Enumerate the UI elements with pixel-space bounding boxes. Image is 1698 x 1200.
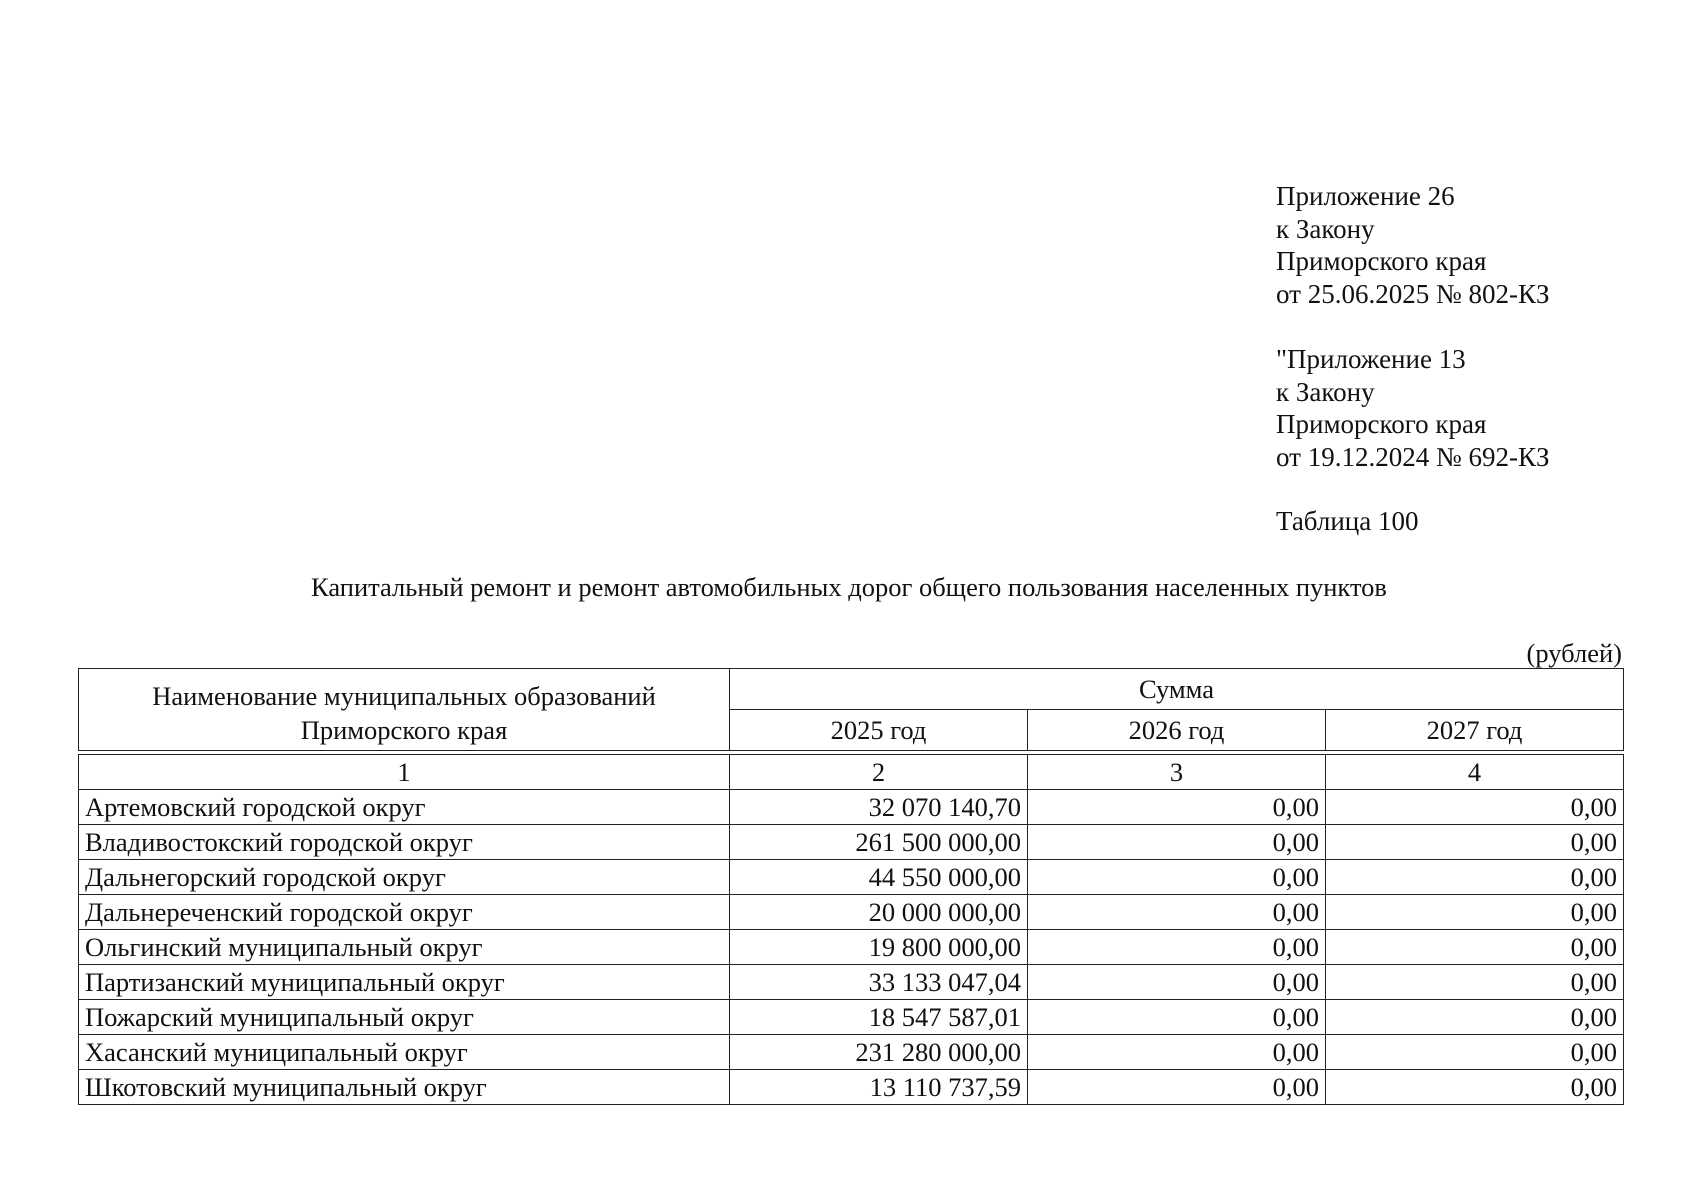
sum-2027-cell: 0,00	[1326, 790, 1624, 825]
header-sum: Сумма	[730, 669, 1624, 710]
sum-2027-cell: 0,00	[1326, 1000, 1624, 1035]
sum-2026-cell: 0,00	[1028, 790, 1326, 825]
sum-2027-cell: 0,00	[1326, 930, 1624, 965]
sum-2025-cell: 13 110 737,59	[730, 1070, 1028, 1105]
sum-2027-cell: 0,00	[1326, 860, 1624, 895]
municipality-name-cell: Артемовский городской округ	[79, 790, 730, 825]
municipality-name-cell: Партизанский муниципальный округ	[79, 965, 730, 1000]
sum-2026-cell: 0,00	[1028, 1070, 1326, 1105]
column-number: 1	[79, 755, 730, 790]
sum-2025-cell: 44 550 000,00	[730, 860, 1028, 895]
sum-2026-cell: 0,00	[1028, 895, 1326, 930]
appendix-26-line: Приморского края	[1276, 246, 1487, 276]
appendix-13-line: от 19.12.2024 № 692-КЗ	[1276, 441, 1550, 472]
sum-2027-cell: 0,00	[1326, 1070, 1624, 1105]
appendix-26-line: Приложение 26	[1276, 181, 1455, 211]
sum-2026-cell: 0,00	[1028, 1035, 1326, 1070]
municipality-name-cell: Пожарский муниципальный округ	[79, 1000, 730, 1035]
sum-2026-cell: 0,00	[1028, 1000, 1326, 1035]
table-header-row	[79, 669, 1624, 710]
document-title: Капитальный ремонт и ремонт автомобильных дорог общего пользования населенных пунктов	[311, 572, 1387, 602]
sum-2026-cell: 0,00	[1028, 930, 1326, 965]
appendix-13-line: Приморского края	[1276, 409, 1487, 439]
sum-2026-cell: 0,00	[1028, 965, 1326, 1000]
column-number: 4	[1326, 755, 1624, 790]
sum-2025-cell: 18 547 587,01	[730, 1000, 1028, 1035]
column-number: 3	[1028, 755, 1326, 790]
header-municipality-name: Наименование муниципальных образований Приморского края	[79, 669, 730, 751]
sum-2027-cell: 0,00	[1326, 895, 1624, 930]
sum-2027-cell: 0,00	[1326, 965, 1624, 1000]
table-label: Таблица 100	[1276, 506, 1419, 536]
sum-2025-cell: 33 133 047,04	[730, 965, 1028, 1000]
table-row	[79, 1070, 1624, 1105]
table-row	[79, 930, 1624, 965]
table-row	[79, 1000, 1624, 1035]
appendix-13-line: к Закону	[1276, 376, 1375, 407]
sum-2026-cell: 0,00	[1028, 860, 1326, 895]
sum-2026-cell: 0,00	[1028, 825, 1326, 860]
municipality-name-cell: Дальнегорский городской округ	[79, 860, 730, 895]
appendix-26-line: от 25.06.2025 № 802-КЗ	[1276, 278, 1550, 309]
sum-2025-cell: 231 280 000,00	[730, 1035, 1028, 1070]
sum-2025-cell: 261 500 000,00	[730, 825, 1028, 860]
appendix-26-block	[1276, 180, 1549, 310]
table-row	[79, 965, 1624, 1000]
sum-2025-cell: 19 800 000,00	[730, 930, 1028, 965]
header-year-2027: 2027 год	[1326, 710, 1624, 751]
municipality-name-cell: Владивостокский городской округ	[79, 825, 730, 860]
sum-2027-cell: 0,00	[1326, 1035, 1624, 1070]
column-number: 2	[730, 755, 1028, 790]
appendix-13-block	[1276, 343, 1549, 473]
table-row	[79, 895, 1624, 930]
municipality-name-cell: Дальнереченский городской округ	[79, 895, 730, 930]
municipality-name-cell: Хасанский муниципальный округ	[79, 1035, 730, 1070]
municipality-name-cell: Ольгинский муниципальный округ	[79, 930, 730, 965]
budget-table	[78, 668, 1624, 1105]
sum-2027-cell: 0,00	[1326, 825, 1624, 860]
sum-2025-cell: 32 070 140,70	[730, 790, 1028, 825]
appendix-13-line: "Приложение 13	[1276, 344, 1466, 374]
column-number-row	[79, 755, 1624, 790]
table-row	[79, 790, 1624, 825]
units-label: (рублей)	[1526, 638, 1622, 668]
header-year-2025: 2025 год	[730, 710, 1028, 751]
table-row	[79, 1035, 1624, 1070]
appendix-26-line: к Закону	[1276, 213, 1375, 244]
table-row	[79, 825, 1624, 860]
municipality-name-cell: Шкотовский муниципальный округ	[79, 1070, 730, 1105]
table-row	[79, 860, 1624, 895]
sum-2025-cell: 20 000 000,00	[730, 895, 1028, 930]
header-year-2026: 2026 год	[1028, 710, 1326, 751]
